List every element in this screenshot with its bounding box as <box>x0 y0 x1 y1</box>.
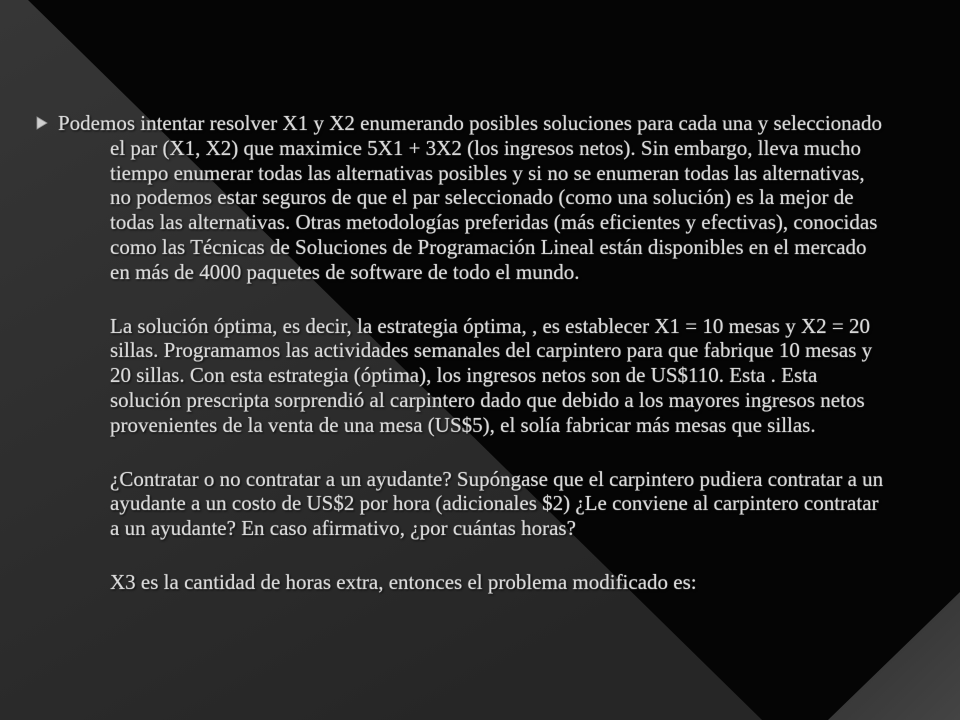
text-line: sillas. Programamos las actividades semanales del carpintero para que fabrique 10 mesas y <box>110 338 873 363</box>
text-line: ayudante a un costo de US$2 por hora (adicionales $2) ¿Le conviene al carpintero contratar <box>110 491 879 516</box>
text-line: La solución óptima, es decir, la estrategia óptima, , es establecer X1 = 10 mesas y X2 = 20 <box>110 313 870 338</box>
text-line: todas las alternativas. Otras metodologías preferidas (más eficientes y efectivas), conocidas <box>110 210 878 235</box>
paragraph-optimal-solution <box>110 314 883 438</box>
text-line: como las Técnicas de Soluciones de Programación Lineal están disponibles en el mercado <box>110 234 867 259</box>
text-line: en más de 4000 paquetes de software de todo el mundo. <box>110 259 580 284</box>
slide-body-text <box>58 111 884 595</box>
text-line: solución prescripta sorprendió al carpintero dado que debido a los mayores ingresos netos <box>110 387 865 412</box>
paragraph-enumeration <box>58 111 883 285</box>
text-line: 20 sillas. Con esta estrategia (óptima), los ingresos netos son de US$110. Esta . Esta <box>110 363 818 388</box>
text-line: el par (X1, X2) que maximice 5X1 + 3X2 (los ingresos netos). Sin embargo, lleva mucho <box>110 135 861 160</box>
text-line: ¿Contratar o no contratar a un ayudante? Supóngase que el carpintero pudiera contratar a un <box>110 466 884 491</box>
right-arrow-bullet-icon <box>36 116 48 130</box>
paragraph-hire-helper <box>110 467 883 541</box>
text-line: X3 es la cantidad de horas extra, entonces el problema modificado es: <box>110 569 697 594</box>
text-line: provenientes de la venta de una mesa (US$5), el solía fabricar más mesas que sillas. <box>110 412 816 437</box>
text-line: Podemos intentar resolver X1 y X2 enumerando posibles soluciones para cada una y seleccionado <box>58 111 883 135</box>
text-line: a un ayudante? En caso afirmativo, ¿por cuántas horas? <box>110 516 576 541</box>
text-line: tiempo enumerar todas las alternativas posibles y si no se enumeran todas las alternativas, <box>110 160 865 185</box>
paragraph-modified-problem <box>110 570 883 595</box>
text-line: no podemos estar seguros de que el par seleccionado (como una solución) es la mejor de <box>110 185 854 210</box>
